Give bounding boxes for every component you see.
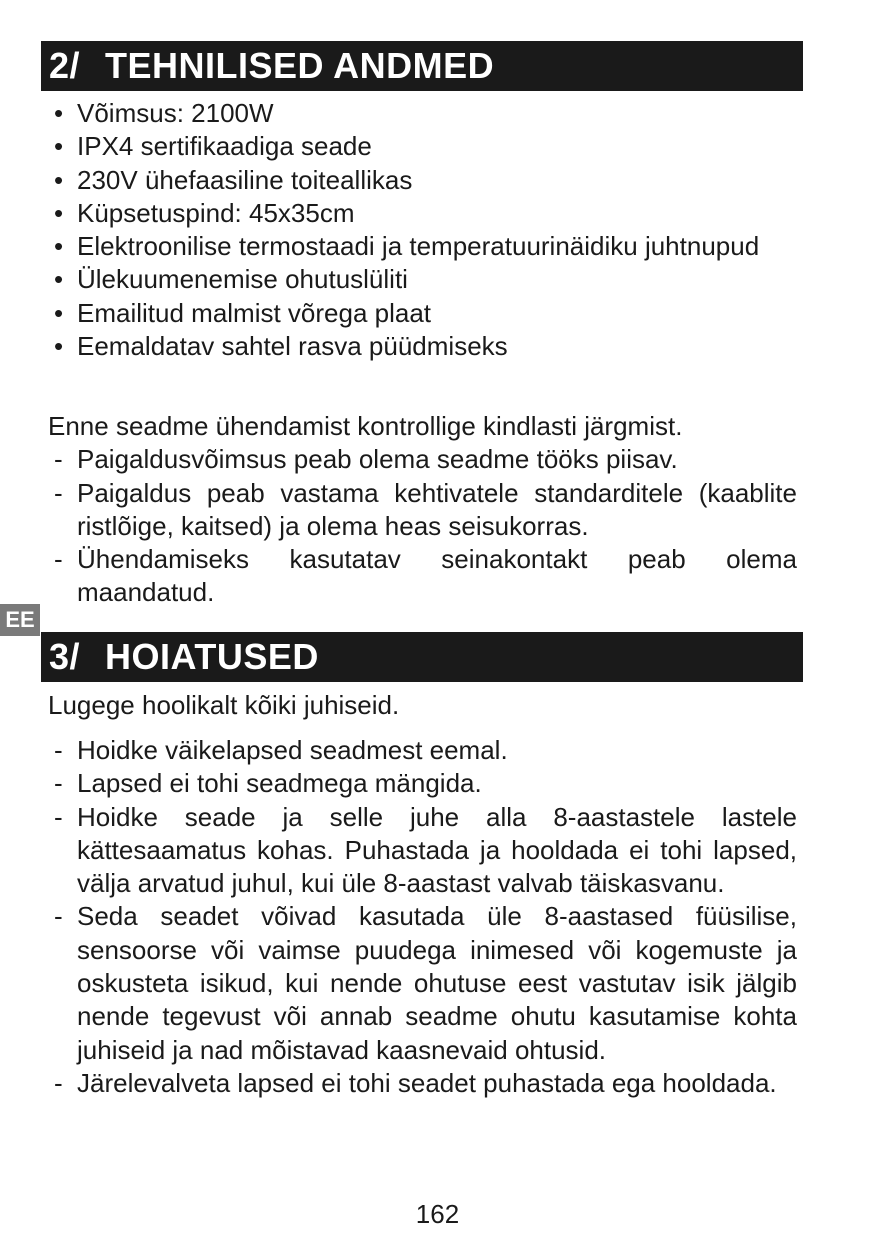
section-2-number: 2/ [49, 45, 81, 86]
connection-checks-block [48, 410, 797, 610]
warnings-intro: Lugege hoolikalt kõiki juhiseid. [48, 690, 400, 720]
spec-item: • IPX4 sertifikaadiga seade [48, 130, 797, 163]
warnings-list [48, 734, 797, 1100]
warning-item: - Seda seadet võivad kasutada üle 8-aastased füüsilise, sensoorse või vaimse puudega inimesed või kogemuste ja oskusteta isikud, kui nende ohutuse eest vastutav isik jälgib nende tegevust või annab seadme ohutu kasutamise kohta juhiseid ja nad mõistavad kaasnevaid ohtusid. [48, 900, 797, 1066]
spec-item: • Eemaldatav sahtel rasva püüdmiseks [48, 330, 797, 363]
section-3-heading [41, 632, 803, 682]
connection-checks-list [48, 443, 797, 609]
section-3-number: 3/ [49, 636, 81, 677]
spec-item: • Võimsus: 2100W [48, 97, 797, 130]
warning-item: - Lapsed ei tohi seadmega mängida. [48, 767, 797, 800]
warnings-intro-block [48, 689, 797, 722]
connection-intro: Enne seadme ühendamist kontrollige kindlasti järgmist. [48, 411, 683, 441]
spec-item: • Emailitud malmist võrega plaat [48, 297, 797, 330]
spec-item: • Ülekuumenemise ohutuslüliti [48, 263, 797, 296]
section-2-heading [41, 41, 803, 91]
warning-item: - Hoidke seade ja selle juhe alla 8-aastastele lastele kättesaamatus kohas. Puhastada ja hooldada ei tohi lapsed, välja arvatud juhul, kui üle 8-aastast valvab täiskasvanu. [48, 801, 797, 901]
check-item: - Paigaldusvõimsus peab olema seadme tööks piisav. [48, 443, 797, 476]
section-3-title: HOIATUSED [105, 636, 319, 677]
spec-item: • Elektroonilise termostaadi ja temperatuurinäidiku juhtnupud [48, 230, 797, 263]
warning-item: - Hoidke väikelapsed seadmest eemal. [48, 734, 797, 767]
spec-list [48, 97, 797, 363]
spec-item: • Küpsetuspind: 45x35cm [48, 197, 797, 230]
check-item: - Ühendamiseks kasutatav seinakontakt peab olema maandatud. [48, 543, 797, 610]
check-item: - Paigaldus peab vastama kehtivatele standarditele (kaablite ristlõige, kaitsed) ja olema heas seisukorras. [48, 477, 797, 544]
language-tab: EE [0, 604, 40, 636]
spec-item: • 230V ühefaasiline toiteallikas [48, 164, 797, 197]
warning-item: - Järelevalveta lapsed ei tohi seadet puhastada ega hooldada. [48, 1067, 797, 1100]
warnings-block [48, 734, 797, 1100]
section-2-title: TEHNILISED ANDMED [105, 45, 495, 86]
page-number: 162 [415, 1199, 460, 1229]
spec-list-block [48, 97, 797, 363]
